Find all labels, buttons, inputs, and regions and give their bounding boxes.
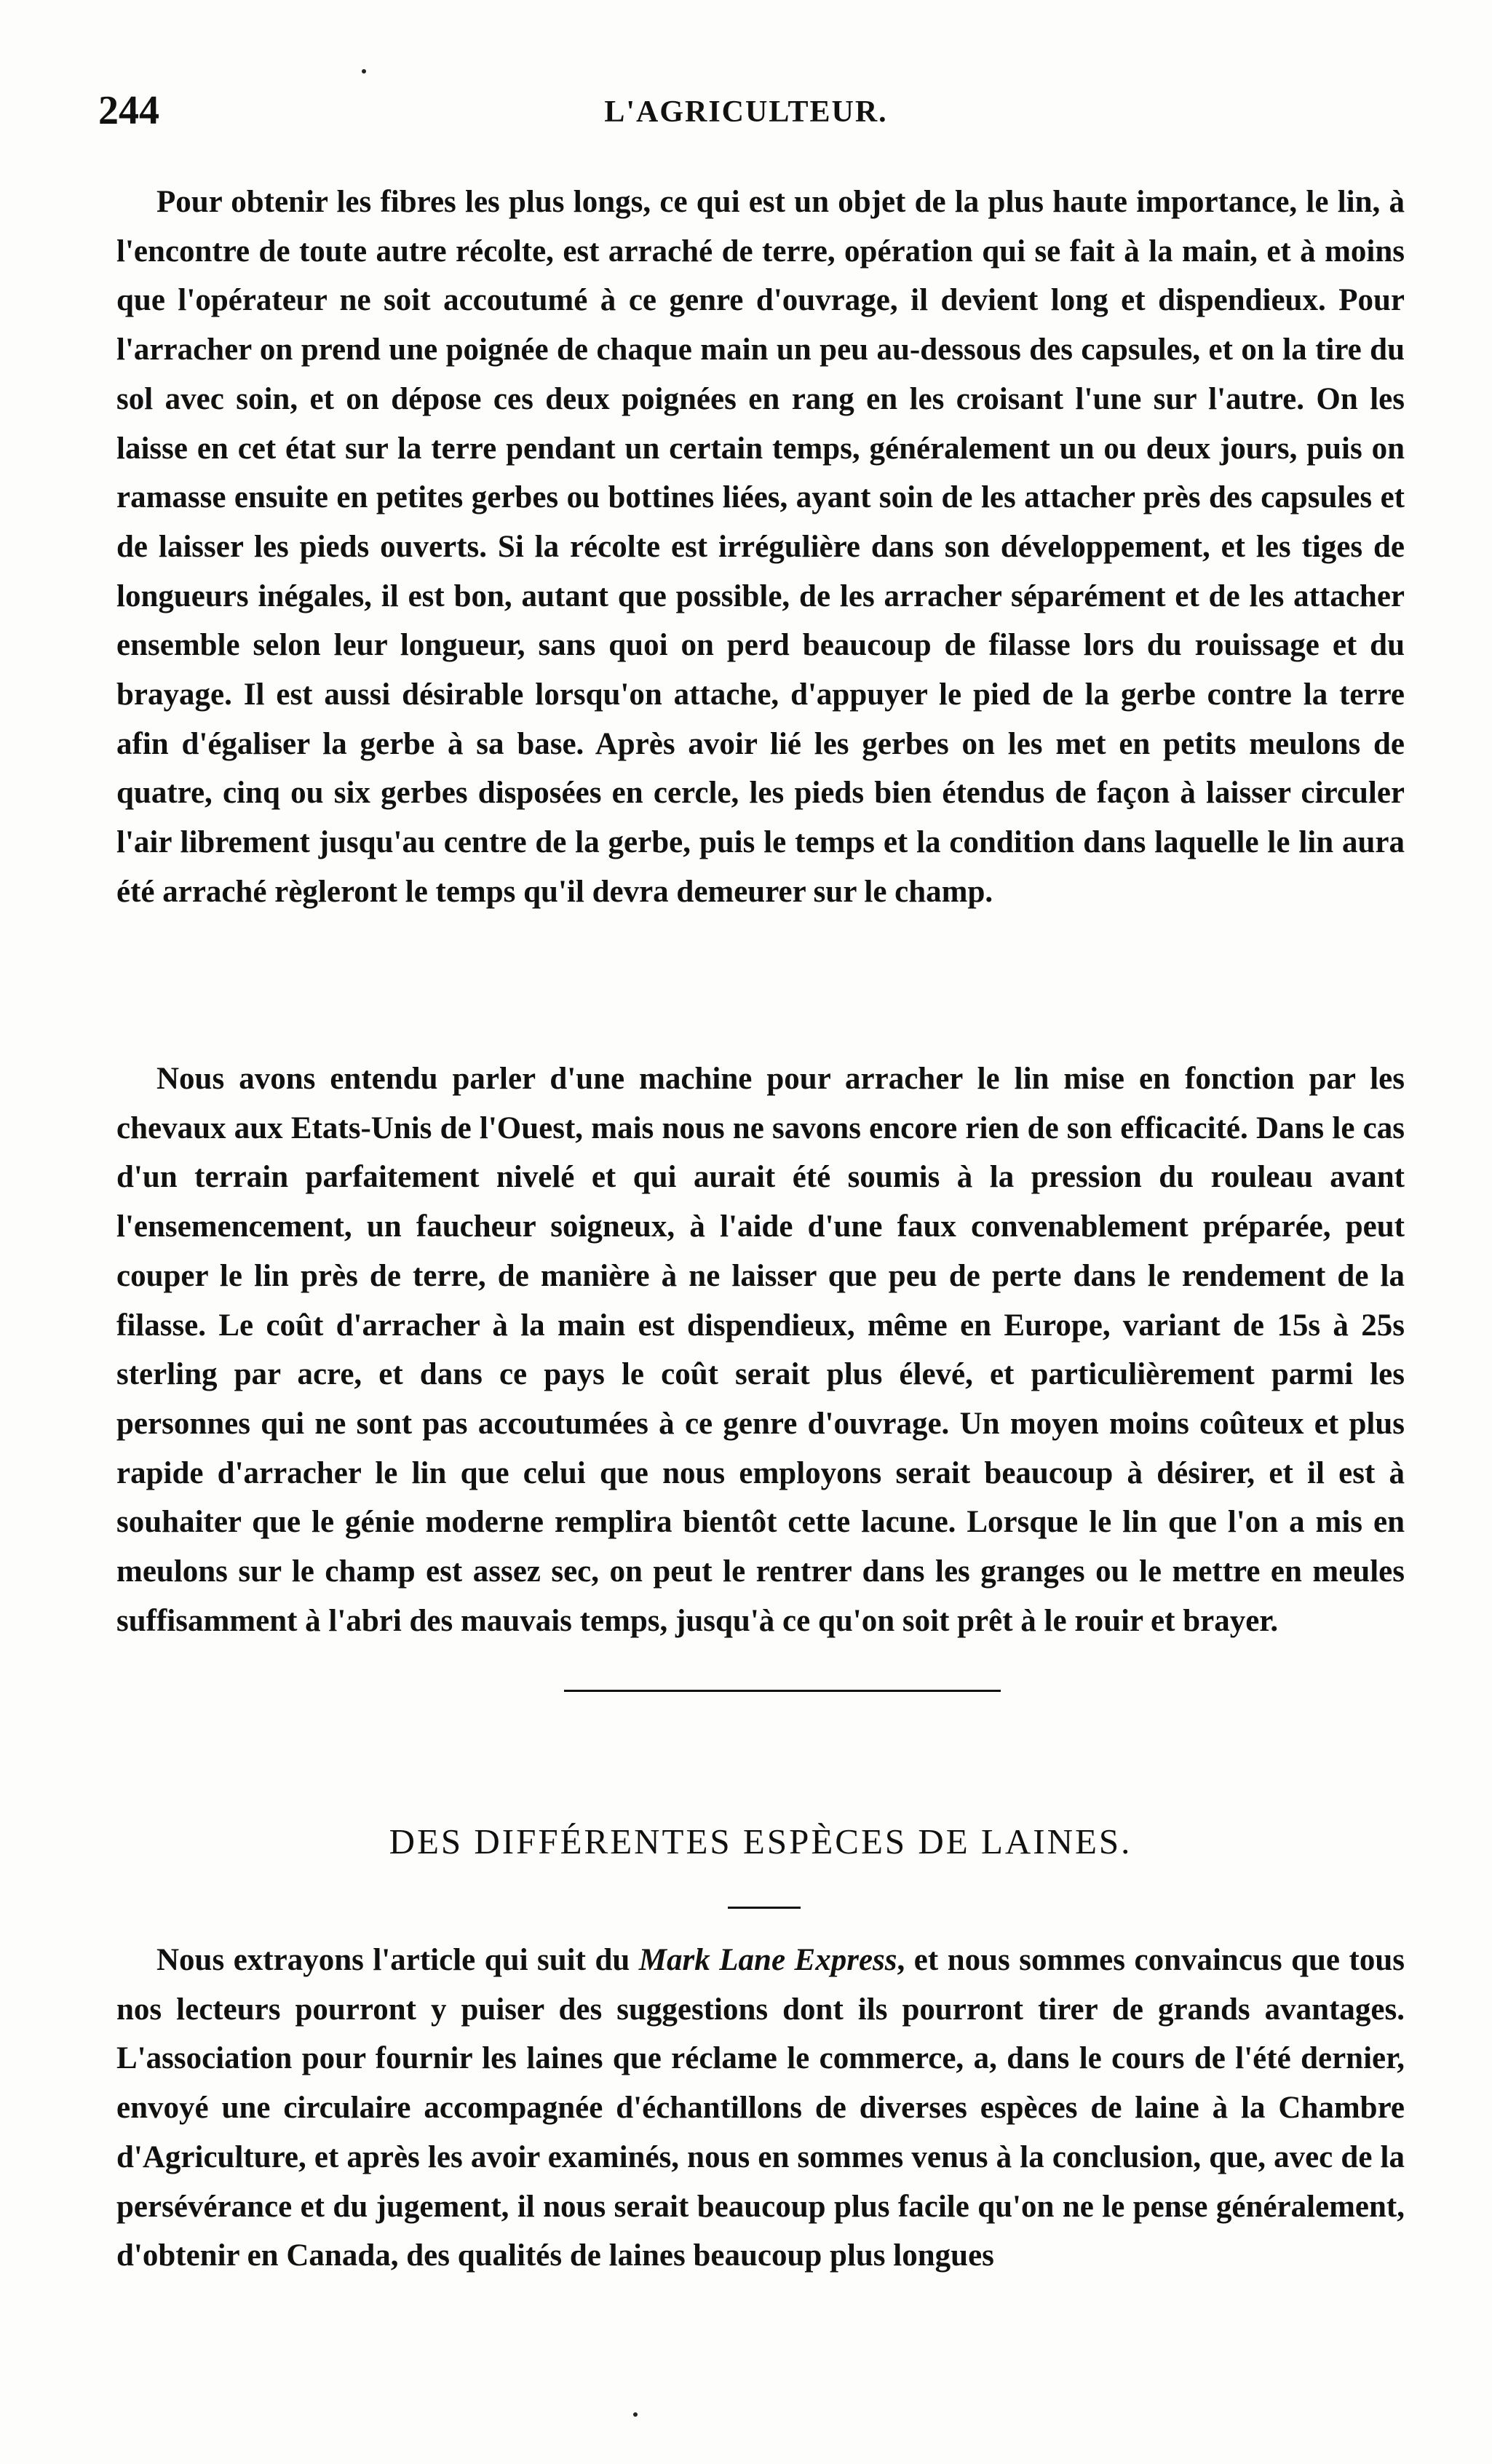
ink-speck	[362, 69, 366, 73]
section-divider	[564, 1690, 1001, 1692]
title-underline	[728, 1907, 801, 1909]
paragraph-text-after: , et nous sommes convaincus que tous nos lecteurs pourront y puiser des suggestions dont ils pourront tirer de grands avantages. L'association pour fournir les laines que réclame le commerce, a, dans le cours de l'été dernier, envoyé une circulaire accompagnée d'échantillons de diverses espèces de laine à la Chambre d'Agriculture, et après les avoir examinés, nous en sommes venus à la conclusion, que, avec de la persévérance et du jugement, il nous serait beaucoup plus facile qu'on ne le pense généralement, d'obtenir en Canada, des qualités de laines beaucoup plus longues	[116, 1943, 1405, 2273]
paragraph-text-before: Nous extrayons l'article qui suit du	[156, 1943, 639, 1977]
paragraph-flax-machine	[116, 1054, 1405, 1645]
paragraph-text	[116, 1936, 1405, 2281]
publication-title: Mark Lane Express	[638, 1943, 897, 1977]
page-number: 244	[98, 88, 159, 133]
section-title: DES DIFFÉRENTES ESPÈCES DE LAINES.	[389, 1821, 1132, 1861]
paragraph-text: Nous avons entendu parler d'une machine pour arracher le lin mise en fonction par les chevaux aux Etats-Unis de l'Ouest, mais nous ne savons encore rien de son efficacité. Dans le cas d'un terrain parfaitement nivelé et qui aurait été soumis à la pression du rouleau avant l'ensemencement, un faucheur soigneux, à l'aide d'une faux convenablement préparée, peut couper le lin près de terre, de manière à ne laisser que peu de perte dans le rendement de la filasse. Le coût d'arracher à la main est dispendieux, même en Europe, variant de 15s à 25s sterling par acre, et dans ce pays le coût serait plus élevé, et particulièrement parmi les personnes qui ne sont pas accoutumées à ce genre d'ouvrage. Un moyen moins coûteux et plus rapide d'arracher le lin que celui que nous employons serait beaucoup à désirer, et il est à souhaiter que le génie moderne remplira bientôt cette lacune. Lorsque le lin que l'on a mis en meulons sur le champ est assez sec, on peut le rentrer dans les granges ou le mettre en meules suffisamment à l'abri des mauvais temps, jusqu'à ce qu'on soit prêt à le rouir et brayer.	[116, 1062, 1405, 1638]
page-header	[98, 87, 1394, 146]
paragraph-flax-harvest	[116, 178, 1405, 917]
running-head: L'AGRICULTEUR.	[604, 95, 888, 129]
ink-speck	[633, 2412, 638, 2417]
paragraph-wool	[116, 1936, 1405, 2281]
paragraph-text: Pour obtenir les fibres les plus longs, ce qui est un objet de la plus haute importance, le lin, à l'encontre de toute autre récolte, est arraché de terre, opération qui se fait à la main, et à moins que l'opérateur ne soit accoutumé à ce genre d'ouvrage, il devient long et dispendieux. Pour l'arracher on prend une poignée de chaque main un peu au-dessous des capsules, et on la tire du sol avec soin, et on dépose ces deux poignées en rang en les croisant l'une sur l'autre. On les laisse en cet état sur la terre pendant un certain temps, généralement un ou deux jours, puis on ramasse ensuite en petites gerbes ou bottines liées, ayant soin de les attacher près des capsules et de laisser les pieds ouverts. Si la récolte est irrégulière dans son développement, et les tiges de longueurs inégales, il est bon, autant que possible, de les arracher séparément et de les attacher ensemble selon leur longueur, sans quoi on perd beaucoup de filasse lors du rouissage et du brayage. Il est aussi désirable lorsqu'on attache, d'appuyer le pied de la gerbe contre la terre afin d'égaliser la gerbe à sa base. Après avoir lié les gerbes on les met en petits meulons de quatre, cinq ou six gerbes disposées en cercle, les pieds bien étendus de façon à laisser circuler l'air librement jusqu'au centre de la gerbe, puis le temps et la condition dans laquelle le lin aura été arraché règleront le temps qu'il devra demeurer sur le champ.	[116, 185, 1405, 909]
